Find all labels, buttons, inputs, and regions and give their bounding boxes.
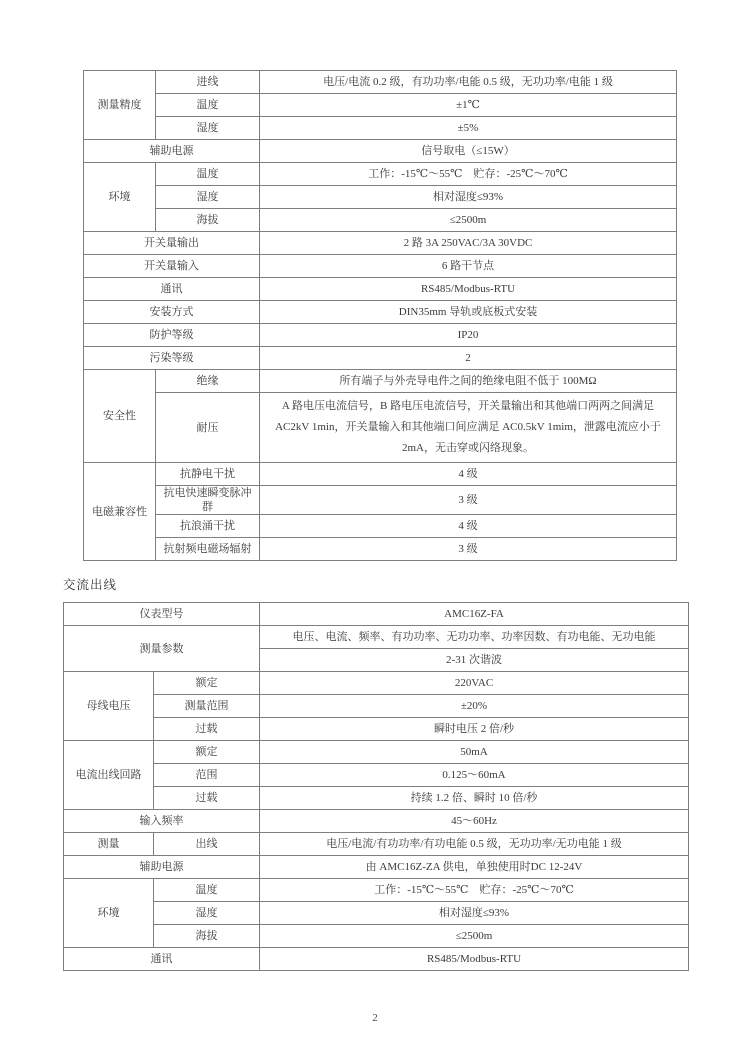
row-value: 0.125～60mA <box>260 764 689 787</box>
row-value: 持续 1.2 倍、瞬时 10 倍/秒 <box>260 787 689 810</box>
row-value: 4 级 <box>260 463 677 486</box>
general-spec-table <box>83 70 677 561</box>
table-row <box>84 186 677 209</box>
table-row <box>84 163 677 186</box>
table-row <box>84 301 677 324</box>
row-value: 瞬时电压 2 倍/秒 <box>260 718 689 741</box>
row-label-communication: 通讯 <box>64 948 260 971</box>
row-label-protection-grade: 防护等级 <box>84 324 260 347</box>
row-label: 耐压 <box>156 393 260 463</box>
row-label: 抗浪涌干扰 <box>156 515 260 538</box>
row-label: 过载 <box>154 787 260 810</box>
table-row <box>64 833 689 856</box>
row-value: ±1℃ <box>260 94 677 117</box>
table-row <box>84 324 677 347</box>
table-row <box>64 925 689 948</box>
group-label-environment: 环境 <box>84 163 156 232</box>
table-row <box>84 140 677 163</box>
row-label: 温度 <box>156 94 260 117</box>
row-label: 额定 <box>154 741 260 764</box>
table-row <box>84 515 677 538</box>
table-row <box>84 463 677 486</box>
row-label-measured-parameters: 测量参数 <box>64 626 260 672</box>
row-value: 2-31 次谐波 <box>260 649 689 672</box>
table-row <box>64 672 689 695</box>
group-label-measure-accuracy: 测量精度 <box>84 71 156 140</box>
row-label: 抗射频电磁场辐射 <box>156 538 260 561</box>
row-label: 湿度 <box>156 117 260 140</box>
row-value: 220VAC <box>260 672 689 695</box>
table-row <box>64 603 689 626</box>
row-value: 3 级 <box>260 486 677 515</box>
row-label-aux-power: 辅助电源 <box>64 856 260 879</box>
row-value: 工作：-15℃～55℃ 贮存：-25℃～70℃ <box>260 163 677 186</box>
table-row <box>64 856 689 879</box>
group-label-environment: 环境 <box>64 879 154 948</box>
row-label: 测量范围 <box>154 695 260 718</box>
table-row <box>84 117 677 140</box>
row-value: AMC16Z-FA <box>260 603 689 626</box>
table-row <box>84 94 677 117</box>
row-label-aux-power: 辅助电源 <box>84 140 260 163</box>
row-label: 湿度 <box>154 902 260 925</box>
row-label-mounting: 安装方式 <box>84 301 260 324</box>
section-title: 交流出线 <box>63 578 118 592</box>
row-label: 过载 <box>154 718 260 741</box>
row-value: 2 路 3A 250VAC/3A 30VDC <box>260 232 677 255</box>
table-row <box>64 902 689 925</box>
table-row <box>64 787 689 810</box>
row-label: 范围 <box>154 764 260 787</box>
row-value: IP20 <box>260 324 677 347</box>
table-row <box>64 718 689 741</box>
row-value: 工作：-15℃～55℃ 贮存：-25℃～70℃ <box>260 879 689 902</box>
group-label-emc: 电磁兼容性 <box>84 463 156 561</box>
table-row <box>84 538 677 561</box>
row-label: 湿度 <box>156 186 260 209</box>
table-row <box>84 209 677 232</box>
row-value: 电压/电流/有功功率/有功电能 0.5 级，无功功率/无功电能 1 级 <box>260 833 689 856</box>
row-label-pollution-grade: 污染等级 <box>84 347 260 370</box>
row-label-switch-input: 开关量输入 <box>84 255 260 278</box>
row-label: 抗电快速瞬变脉冲群 <box>156 486 260 515</box>
page-number: 2 <box>372 1012 378 1024</box>
row-label: 抗静电干扰 <box>156 463 260 486</box>
row-value: ≤2500m <box>260 925 689 948</box>
table-row <box>64 626 689 649</box>
table-row <box>64 741 689 764</box>
group-label-measurement: 测量 <box>64 833 154 856</box>
table-row <box>84 370 677 393</box>
row-label-input-frequency: 输入频率 <box>64 810 260 833</box>
table-row <box>84 486 677 515</box>
row-value: DIN35mm 导轨或底板式安装 <box>260 301 677 324</box>
row-value: 电压/电流 0.2 级，有功功率/电能 0.5 级，无功功率/电能 1 级 <box>260 71 677 94</box>
row-value: A 路电压电流信号，B 路电压电流信号，开关量输出和其他端口两两之间满足 AC2kV 1min，开关量输入和其他端口间应满足 AC0.5kV 1mim，泄露电流应小于 2mA，无击穿或闪络现象。 <box>260 393 677 463</box>
table-row <box>64 695 689 718</box>
row-label: 进线 <box>156 71 260 94</box>
row-value: 6 路干节点 <box>260 255 677 278</box>
table-row <box>84 255 677 278</box>
row-label: 额定 <box>154 672 260 695</box>
row-value: 信号取电（≤15W） <box>260 140 677 163</box>
row-value: 3 级 <box>260 538 677 561</box>
table-row <box>84 278 677 301</box>
row-value: 50mA <box>260 741 689 764</box>
table-row <box>64 948 689 971</box>
row-value: RS485/Modbus-RTU <box>260 948 689 971</box>
row-value: 所有端子与外壳导电件之间的绝缘电阻不低于 100MΩ <box>260 370 677 393</box>
table-row <box>64 879 689 902</box>
table-row <box>84 347 677 370</box>
group-label-current-outgoing-circuit: 电流出线回路 <box>64 741 154 810</box>
group-label-bus-voltage: 母线电压 <box>64 672 154 741</box>
table-row <box>84 232 677 255</box>
row-label-switch-output: 开关量输出 <box>84 232 260 255</box>
row-value: 45～60Hz <box>260 810 689 833</box>
row-value: 电压、电流、频率、有功功率、无功功率、功率因数、有功电能、无功电能 <box>260 626 689 649</box>
row-value: 相对湿度≤93% <box>260 186 677 209</box>
row-label: 温度 <box>154 879 260 902</box>
row-label-communication: 通讯 <box>84 278 260 301</box>
row-value: 2 <box>260 347 677 370</box>
row-value: RS485/Modbus-RTU <box>260 278 677 301</box>
table-row <box>84 71 677 94</box>
row-label: 温度 <box>156 163 260 186</box>
row-label-meter-model: 仪表型号 <box>64 603 260 626</box>
table-row <box>64 764 689 787</box>
row-value: 4 级 <box>260 515 677 538</box>
row-value: ±5% <box>260 117 677 140</box>
table-row <box>64 810 689 833</box>
row-value: 由 AMC16Z-ZA 供电，单独使用时DC 12-24V <box>260 856 689 879</box>
row-value: ≤2500m <box>260 209 677 232</box>
row-value: ±20% <box>260 695 689 718</box>
row-label: 绝缘 <box>156 370 260 393</box>
row-label: 海拔 <box>154 925 260 948</box>
group-label-safety: 安全性 <box>84 370 156 463</box>
row-label: 出线 <box>154 833 260 856</box>
table-row <box>84 393 677 463</box>
ac-outgoing-spec-table <box>63 602 689 971</box>
row-label: 海拔 <box>156 209 260 232</box>
row-value: 相对湿度≤93% <box>260 902 689 925</box>
